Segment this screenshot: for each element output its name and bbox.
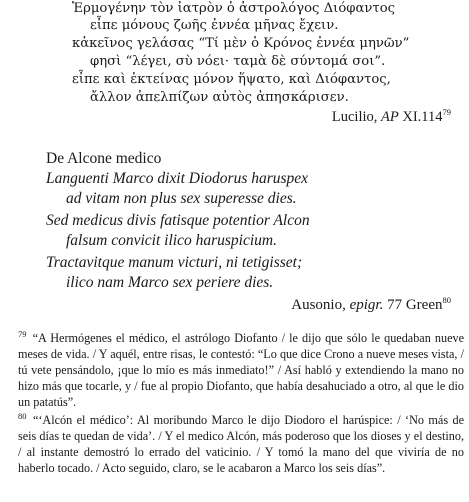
poem1-source-text: Lucilio, AP XI.114 — [331, 109, 443, 125]
poem1-line-3: κἀκεῖνος γελάσας “Τί μὲν ὁ Κρόνος ἐννέα μηνῶν” — [72, 36, 410, 51]
poem1-line-2: εἶπε μόνους ζωῆς ἐννέα μῆνας ἔχειν. — [90, 18, 339, 33]
poem1-line-1: Ἑρμογένην τὸν ἰατρὸν ὁ ἀστρολόγος Διόφαντος — [72, 1, 396, 16]
poem1-source — [332, 108, 451, 126]
poem2-line-5: Tractavitque manum victuri, ni tetigisset; — [46, 254, 303, 271]
poem2-line-6: ilico nam Marco sex periere dies. — [66, 274, 274, 291]
poem2-line-3: Sed medicus divis fatisque potentior Alcon — [46, 212, 310, 229]
poem2-title: De Alcone medico — [46, 150, 162, 167]
poem2-line-1: Languenti Marco dixit Diodorus haruspex — [46, 170, 309, 187]
footnote-number: 80 — [18, 410, 27, 421]
poem2-line-4: falsum convicit ilico haruspicium. — [66, 232, 277, 249]
poem1-line-4: φησὶ “λέγει, σὺ νόει· ταμὰ δὲ σύντομά σοι”. — [90, 54, 386, 69]
poem1-note-ref: 79 — [442, 107, 451, 118]
poem2-line-2: ad vitam non plus sex superesse dies. — [66, 190, 297, 207]
poem2-source-text: Ausonio, epigr. 77 Green — [291, 297, 443, 313]
poem1-line-6: ἄλλον ἀπελπίζων αὐτὸς ἀπησκάρισεν. — [90, 90, 349, 105]
footnote-79 — [18, 330, 464, 410]
footnote-80 — [18, 412, 464, 476]
poem2-note-ref: 80 — [442, 295, 451, 305]
poem1-line-5: εἶπε καὶ ἐκτείνας μόνον ἥψατο, καὶ Διόφαντος, — [72, 72, 391, 87]
footnote-number: 79 — [18, 328, 27, 339]
footnote-text: “‘Alcón el médico’: Al moribundo Marco le dijo Diodoro el harúspice: / ‘No más de seis días te quedan de vida’. / Y el medico Alcón, más poderoso que los dioses y el destino, / al instante demostró lo errado del vaticinio. / Y tomó la mano del que viviría de no haberlo tocado. / Acto seguido, claro, se le acabaron a Marco los seis días”. — [18, 413, 465, 476]
footnote-text: “A Hermógenes el médico, el astrólogo Diofanto / le dijo que sólo le quedaban nueve meses de vida. / Y aquél, entre risas, le contestó: “Lo que dice Crono a nueve meses vista, / tú vete pensándolo, ¡que lo mío es más inmediato!” / Así habló y extendiendo la mano no hizo más que tocarle, y / fue al propio Diofanto, que había desahuciado a otro, al que le dio un patatús”. — [18, 331, 465, 410]
poem2-source — [291, 296, 451, 314]
